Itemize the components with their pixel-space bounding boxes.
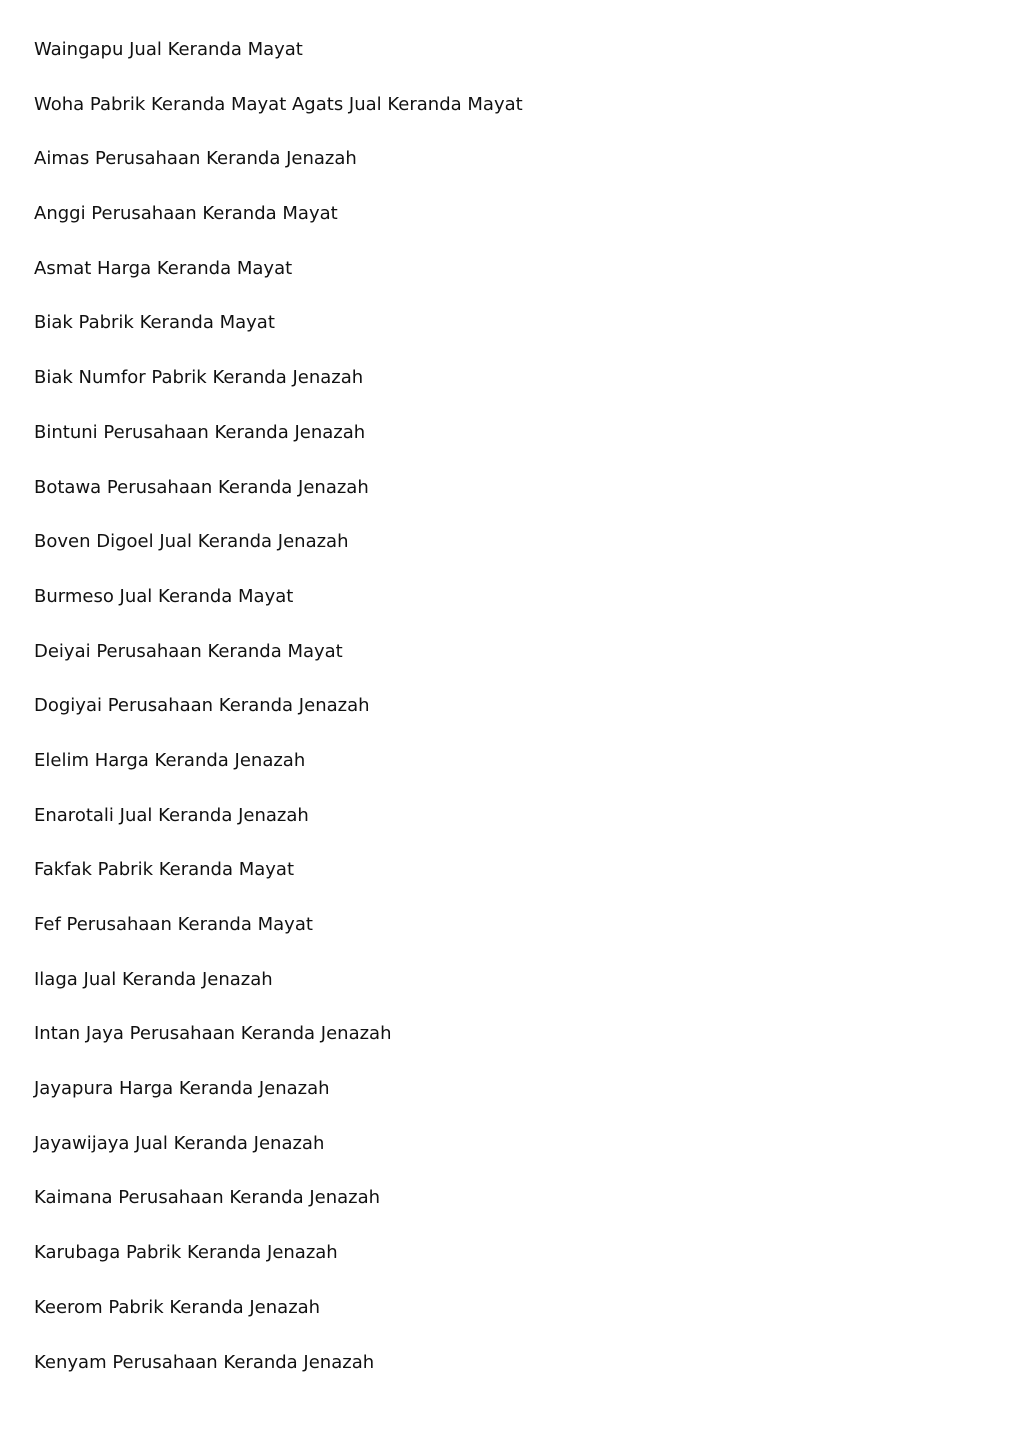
text-line: Deiyai Perusahaan Keranda Mayat [34, 640, 343, 662]
text-line: Woha Pabrik Keranda Mayat Agats Jual Keranda Mayat [34, 93, 523, 115]
text-line: Enarotali Jual Keranda Jenazah [34, 804, 309, 826]
text-line: Keerom Pabrik Keranda Jenazah [34, 1296, 321, 1318]
text-line: Kaimana Perusahaan Keranda Jenazah [34, 1187, 381, 1209]
text-line: Dogiyai Perusahaan Keranda Jenazah [34, 695, 370, 717]
text-line: Biak Numfor Pabrik Keranda Jenazah [34, 367, 364, 389]
text-line: Kenyam Perusahaan Keranda Jenazah [34, 1351, 375, 1373]
text-line: Ilaga Jual Keranda Jenazah [34, 968, 273, 990]
text-line: Jayapura Harga Keranda Jenazah [34, 1078, 330, 1100]
text-line: Burmeso Jual Keranda Mayat [34, 585, 294, 607]
text-line: Bintuni Perusahaan Keranda Jenazah [34, 421, 366, 443]
text-line: Boven Digoel Jual Keranda Jenazah [34, 531, 349, 553]
text-line: Intan Jaya Perusahaan Keranda Jenazah [34, 1023, 392, 1045]
text-line: Botawa Perusahaan Keranda Jenazah [34, 476, 369, 498]
text-line: Waingapu Jual Keranda Mayat [34, 39, 303, 60]
text-line: Jayawijaya Jual Keranda Jenazah [34, 1132, 325, 1154]
text-line: Fakfak Pabrik Keranda Mayat [34, 859, 295, 881]
text-line: Anggi Perusahaan Keranda Mayat [34, 203, 338, 225]
text-line: Fef Perusahaan Keranda Mayat [34, 914, 313, 935]
text-line: Elelim Harga Keranda Jenazah [34, 749, 306, 771]
text-line: Karubaga Pabrik Keranda Jenazah [34, 1242, 338, 1264]
text-line-list [34, 35, 523, 1402]
text-line: Asmat Harga Keranda Mayat [34, 257, 293, 279]
text-line: Biak Pabrik Keranda Mayat [34, 312, 275, 334]
text-line: Aimas Perusahaan Keranda Jenazah [34, 148, 357, 170]
